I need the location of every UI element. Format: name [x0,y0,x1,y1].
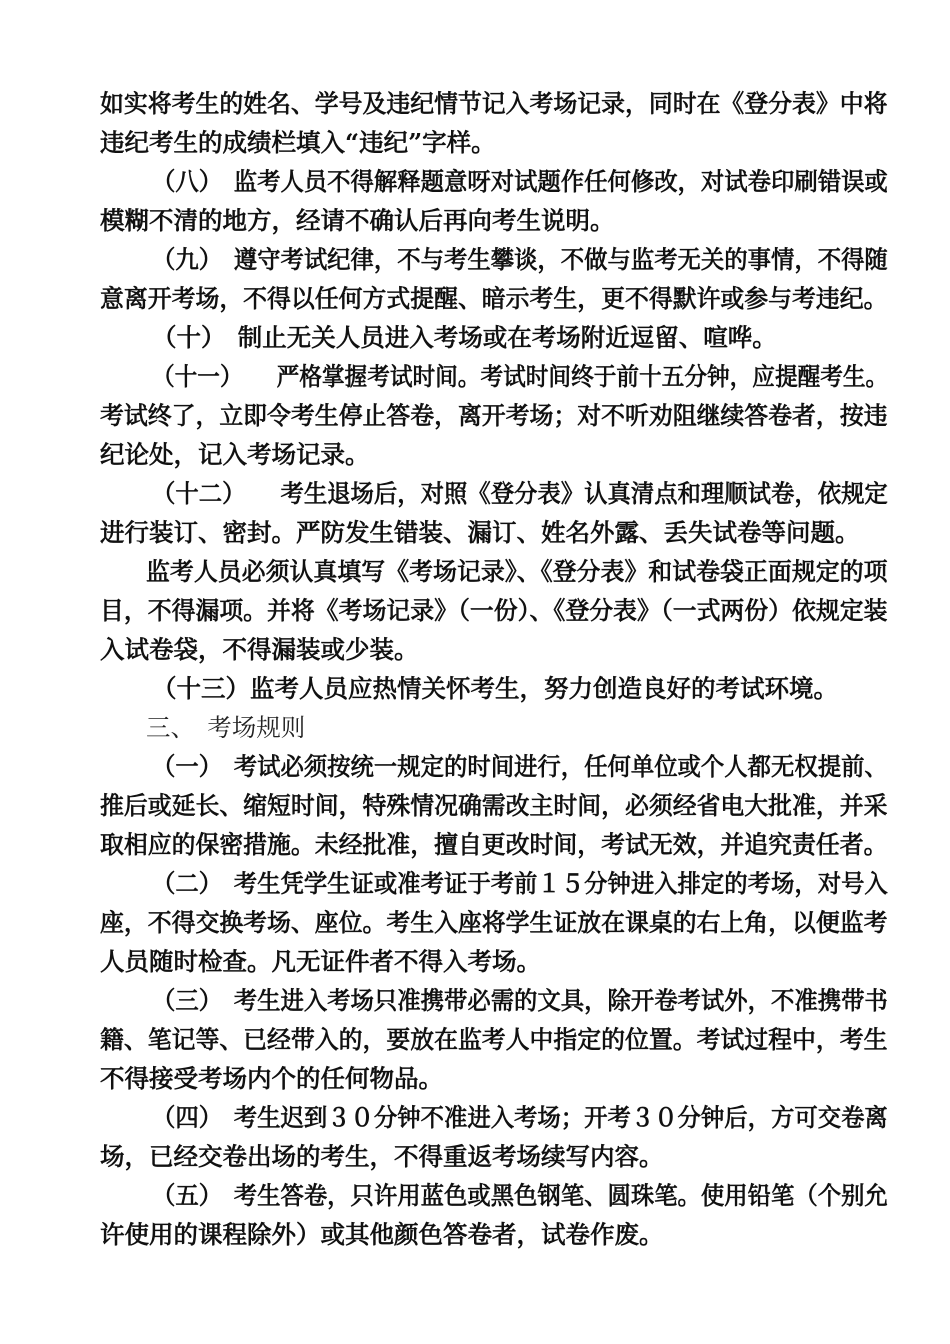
text-line: （十二） 考生退场后，对照《登分表》认真清点和理顺试卷，依规定 [152,479,888,508]
text-line: 模糊不清的地方，经请不确认后再向考生说明。 [100,206,615,235]
text-line: 如实将考生的姓名、学号及违纪情节记入考场记录，同时在《登分表》中将 [100,89,888,118]
section-heading: 三、 考场规则 [146,713,306,742]
text-line: 取相应的保密措施。未经批准，擅自更改时间，考试无效，并追究责任者。 [100,830,888,859]
text-line: （三） 考生进入考场只准携带必需的文具，除开卷考试外，不准携带书 [152,986,888,1015]
text-line: 入试卷袋，不得漏装或少装。 [100,635,419,664]
text-line: （五） 考生答卷，只许用蓝色或黑色钢笔、圆珠笔。使用铅笔（个别允 [152,1181,888,1210]
text-line: 推后或延长、缩短时间，特殊情况确需改主时间，必须经省电大批准，并采 [100,791,888,820]
text-line: （二） 考生凭学生证或准考证于考前１５分钟进入排定的考场，对号入 [152,869,888,898]
text-line: 考试终了，立即令考生停止答卷，离开考场；对不听劝阻继续答卷者，按违 [100,401,888,430]
text-line: （九） 遵守考试纪律，不与考生攀谈，不做与监考无关的事情，不得随 [152,245,888,274]
text-line: （一） 考试必须按统一规定的时间进行，任何单位或个人都无权提前、 [152,752,888,781]
text-line: 人员随时检查。凡无证件者不得入考场。 [100,947,541,976]
text-line: （四） 考生迟到３０分钟不准进入考场；开考３０分钟后，方可交卷离 [152,1103,888,1132]
text-line: 场，已经交卷出场的考生，不得重返考场续写内容。 [100,1142,664,1171]
text-line: （十） 制止无关人员进入考场或在考场附近逗留、喧哗。 [152,323,777,352]
text-line: 目，不得漏项。并将《考场记录》（一份）、《登分表》（一式两份）依规定装 [100,596,888,625]
text-line: 座，不得交换考场、座位。考生入座将学生证放在课桌的右上角，以便监考 [100,908,888,937]
text-line: （十一） 严格掌握考试时间。考试时间终于前十五分钟，应提醒考生。 [152,362,889,391]
text-line: （八） 监考人员不得解释题意呀对试题作任何修改，对试卷印刷错误或 [152,167,888,196]
text-line: 籍、笔记等、已经带入的，要放在监考人中指定的位置。考试过程中，考生 [100,1025,888,1054]
text-line: 意离开考场，不得以任何方式提醒、暗示考生，更不得默许或参与考违纪。 [100,284,888,313]
text-line: 纪论处，记入考场记录。 [100,440,370,469]
text-line: 进行装订、密封。严防发生错装、漏订、姓名外露、丢失试卷等问题。 [100,518,860,547]
text-line: 监考人员必须认真填写《考场记录》、《登分表》和试卷袋正面规定的项 [146,557,888,586]
text-line: 违纪考生的成绩栏填入“违纪”字样。 [100,128,496,157]
text-line: 许使用的课程除外）或其他颜色答卷者，试卷作废。 [100,1220,664,1249]
text-line: 不得接受考场内个的任何物品。 [100,1064,443,1093]
text-line: （十三）监考人员应热情关怀考生，努力创造良好的考试环境。 [152,674,838,703]
